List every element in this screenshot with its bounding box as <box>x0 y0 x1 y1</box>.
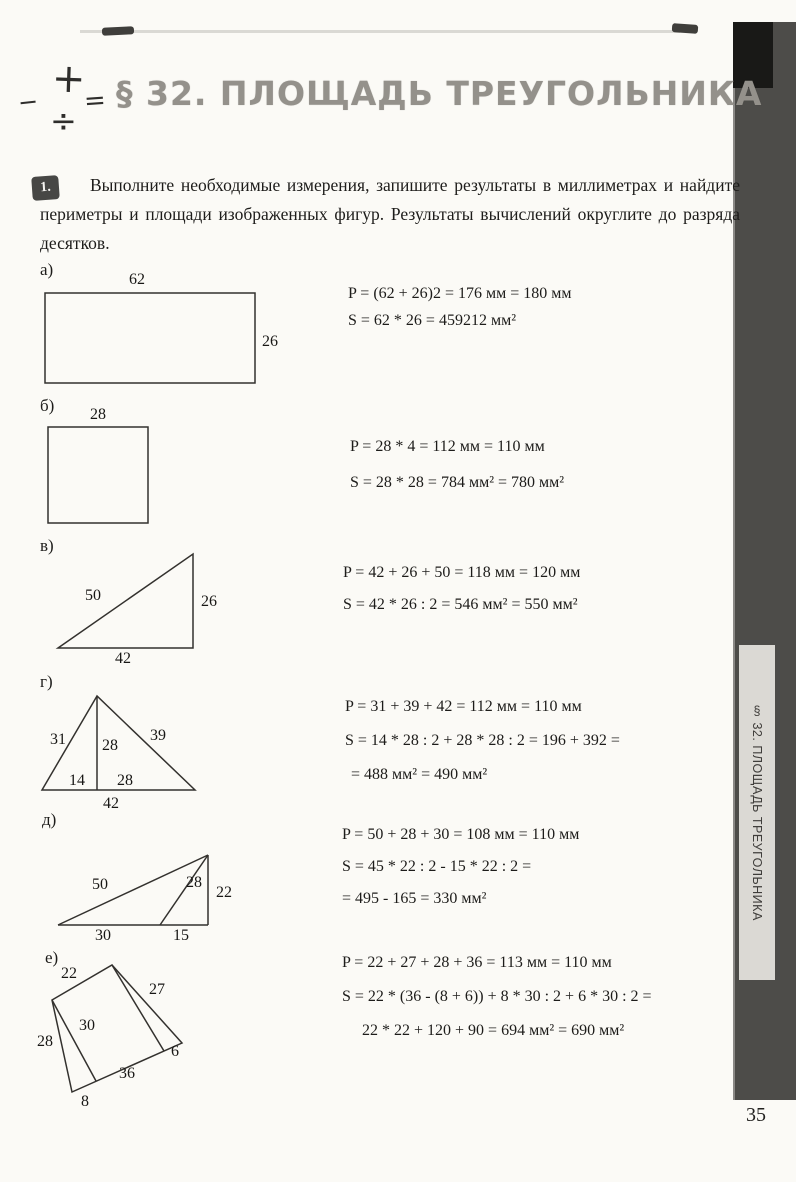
solution-e <box>342 952 652 1041</box>
solution-line: S = 28 * 28 = 784 мм² = 780 мм² <box>350 474 565 491</box>
equals-icon: = <box>82 85 107 117</box>
dim-right-segment: 6 <box>171 1043 179 1060</box>
divide-icon: ÷ <box>50 102 77 140</box>
solution-line: S = 22 * (36 - (8 + 6)) + 8 * 30 : 2 + 6 * 30 : 2 = <box>342 988 652 1005</box>
side-tab <box>739 645 775 980</box>
dim-base-total: 42 <box>103 795 119 812</box>
item-label: д) <box>42 810 57 829</box>
solution-a <box>348 283 572 331</box>
figure-triangle-altitude <box>33 688 213 814</box>
dim-right: 26 <box>262 333 278 350</box>
dim-hypotenuse: 50 <box>85 587 101 604</box>
height-line <box>112 965 164 1051</box>
figure-square <box>44 405 174 529</box>
page-number: 35 <box>746 1104 766 1126</box>
dim-height: 30 <box>79 1017 95 1034</box>
dim-left-side: 50 <box>92 876 108 893</box>
solution-line: S = 62 * 26 = 459212 мм² <box>348 312 516 329</box>
exercise-statement: Выполните необходимые измерения, запишите результаты в миллиметрах и найдите периметры и площади изображенных фигур. Результаты вычислений округлите до разряда десятков. <box>40 175 740 253</box>
figure-obtuse-triangle <box>48 843 248 948</box>
dim-bottom: 42 <box>115 650 131 667</box>
item-label: б) <box>40 396 55 415</box>
solution-line: S = 45 * 22 : 2 - 15 * 22 : 2 = <box>342 858 532 875</box>
dim-top-right: 27 <box>149 981 165 998</box>
dim-right: 26 <box>201 593 217 610</box>
figure-rectangle <box>42 268 287 390</box>
solution-g <box>345 696 620 785</box>
dim-top-left: 22 <box>61 965 77 982</box>
dim-bottom: 36 <box>119 1065 135 1082</box>
solution-line: P = 22 + 27 + 28 + 36 = 113 мм = 110 мм <box>342 954 612 971</box>
solution-line: = 488 мм² = 490 мм² <box>351 766 488 783</box>
scan-streak <box>80 30 680 33</box>
triangle-shape <box>58 554 193 648</box>
plus-icon: + <box>51 55 87 103</box>
solution-line: = 495 - 165 = 330 мм² <box>342 890 487 907</box>
solution-line: P = (62 + 26)2 = 176 мм = 180 мм <box>348 285 572 302</box>
side-tab-title: § 32. ПЛОЩАДЬ ТРЕУГОЛЬНИКА <box>750 704 764 921</box>
solution-line: P = 50 + 28 + 30 = 108 мм = 110 мм <box>342 826 580 843</box>
dim-top: 28 <box>90 406 106 423</box>
figure-quadrilateral <box>33 956 228 1114</box>
solution-line: S = 42 * 26 : 2 = 546 мм² = 550 мм² <box>343 596 578 613</box>
height-line <box>52 1000 96 1081</box>
solution-d <box>342 824 579 909</box>
item-label: г) <box>40 672 53 691</box>
rectangle-shape <box>45 293 255 383</box>
dim-inner-side: 28 <box>186 874 202 891</box>
section-title: § 32. ПЛОЩАДЬ ТРЕУГОЛЬНИКА <box>116 74 763 113</box>
scan-mark <box>672 23 699 34</box>
dim-extension: 15 <box>173 927 189 944</box>
solution-line: P = 42 + 26 + 50 = 118 мм = 120 мм <box>343 564 581 581</box>
dim-base: 30 <box>95 927 111 944</box>
exercise-number-badge: 1. <box>31 175 60 201</box>
math-symbols-icon <box>16 55 118 152</box>
solution-b <box>350 436 564 493</box>
item-label: е) <box>45 948 59 967</box>
dim-height: 22 <box>216 884 232 901</box>
dim-base-right: 28 <box>117 772 133 789</box>
dim-top: 62 <box>129 271 145 288</box>
solution-line: P = 28 * 4 = 112 мм = 110 мм <box>350 438 545 455</box>
solution-v <box>343 562 580 615</box>
solution-line: P = 31 + 39 + 42 = 112 мм = 110 мм <box>345 698 582 715</box>
dim-right: 39 <box>150 727 166 744</box>
dim-altitude: 28 <box>102 737 118 754</box>
dim-base-left: 14 <box>69 772 85 789</box>
figure-right-triangle <box>48 548 238 668</box>
item-label: а) <box>40 260 54 279</box>
solution-line: S = 14 * 28 : 2 + 28 * 28 : 2 = 196 + 392 = <box>345 732 620 749</box>
dim-left: 31 <box>50 731 66 748</box>
scan-mark <box>102 26 134 36</box>
minus-icon: − <box>16 87 40 117</box>
square-shape <box>48 427 148 523</box>
item-label: в) <box>40 536 54 555</box>
solution-line: 22 * 22 + 120 + 90 = 694 мм² = 690 мм² <box>362 1022 625 1039</box>
dim-left-segment: 8 <box>81 1093 89 1110</box>
dim-left: 28 <box>37 1033 53 1050</box>
